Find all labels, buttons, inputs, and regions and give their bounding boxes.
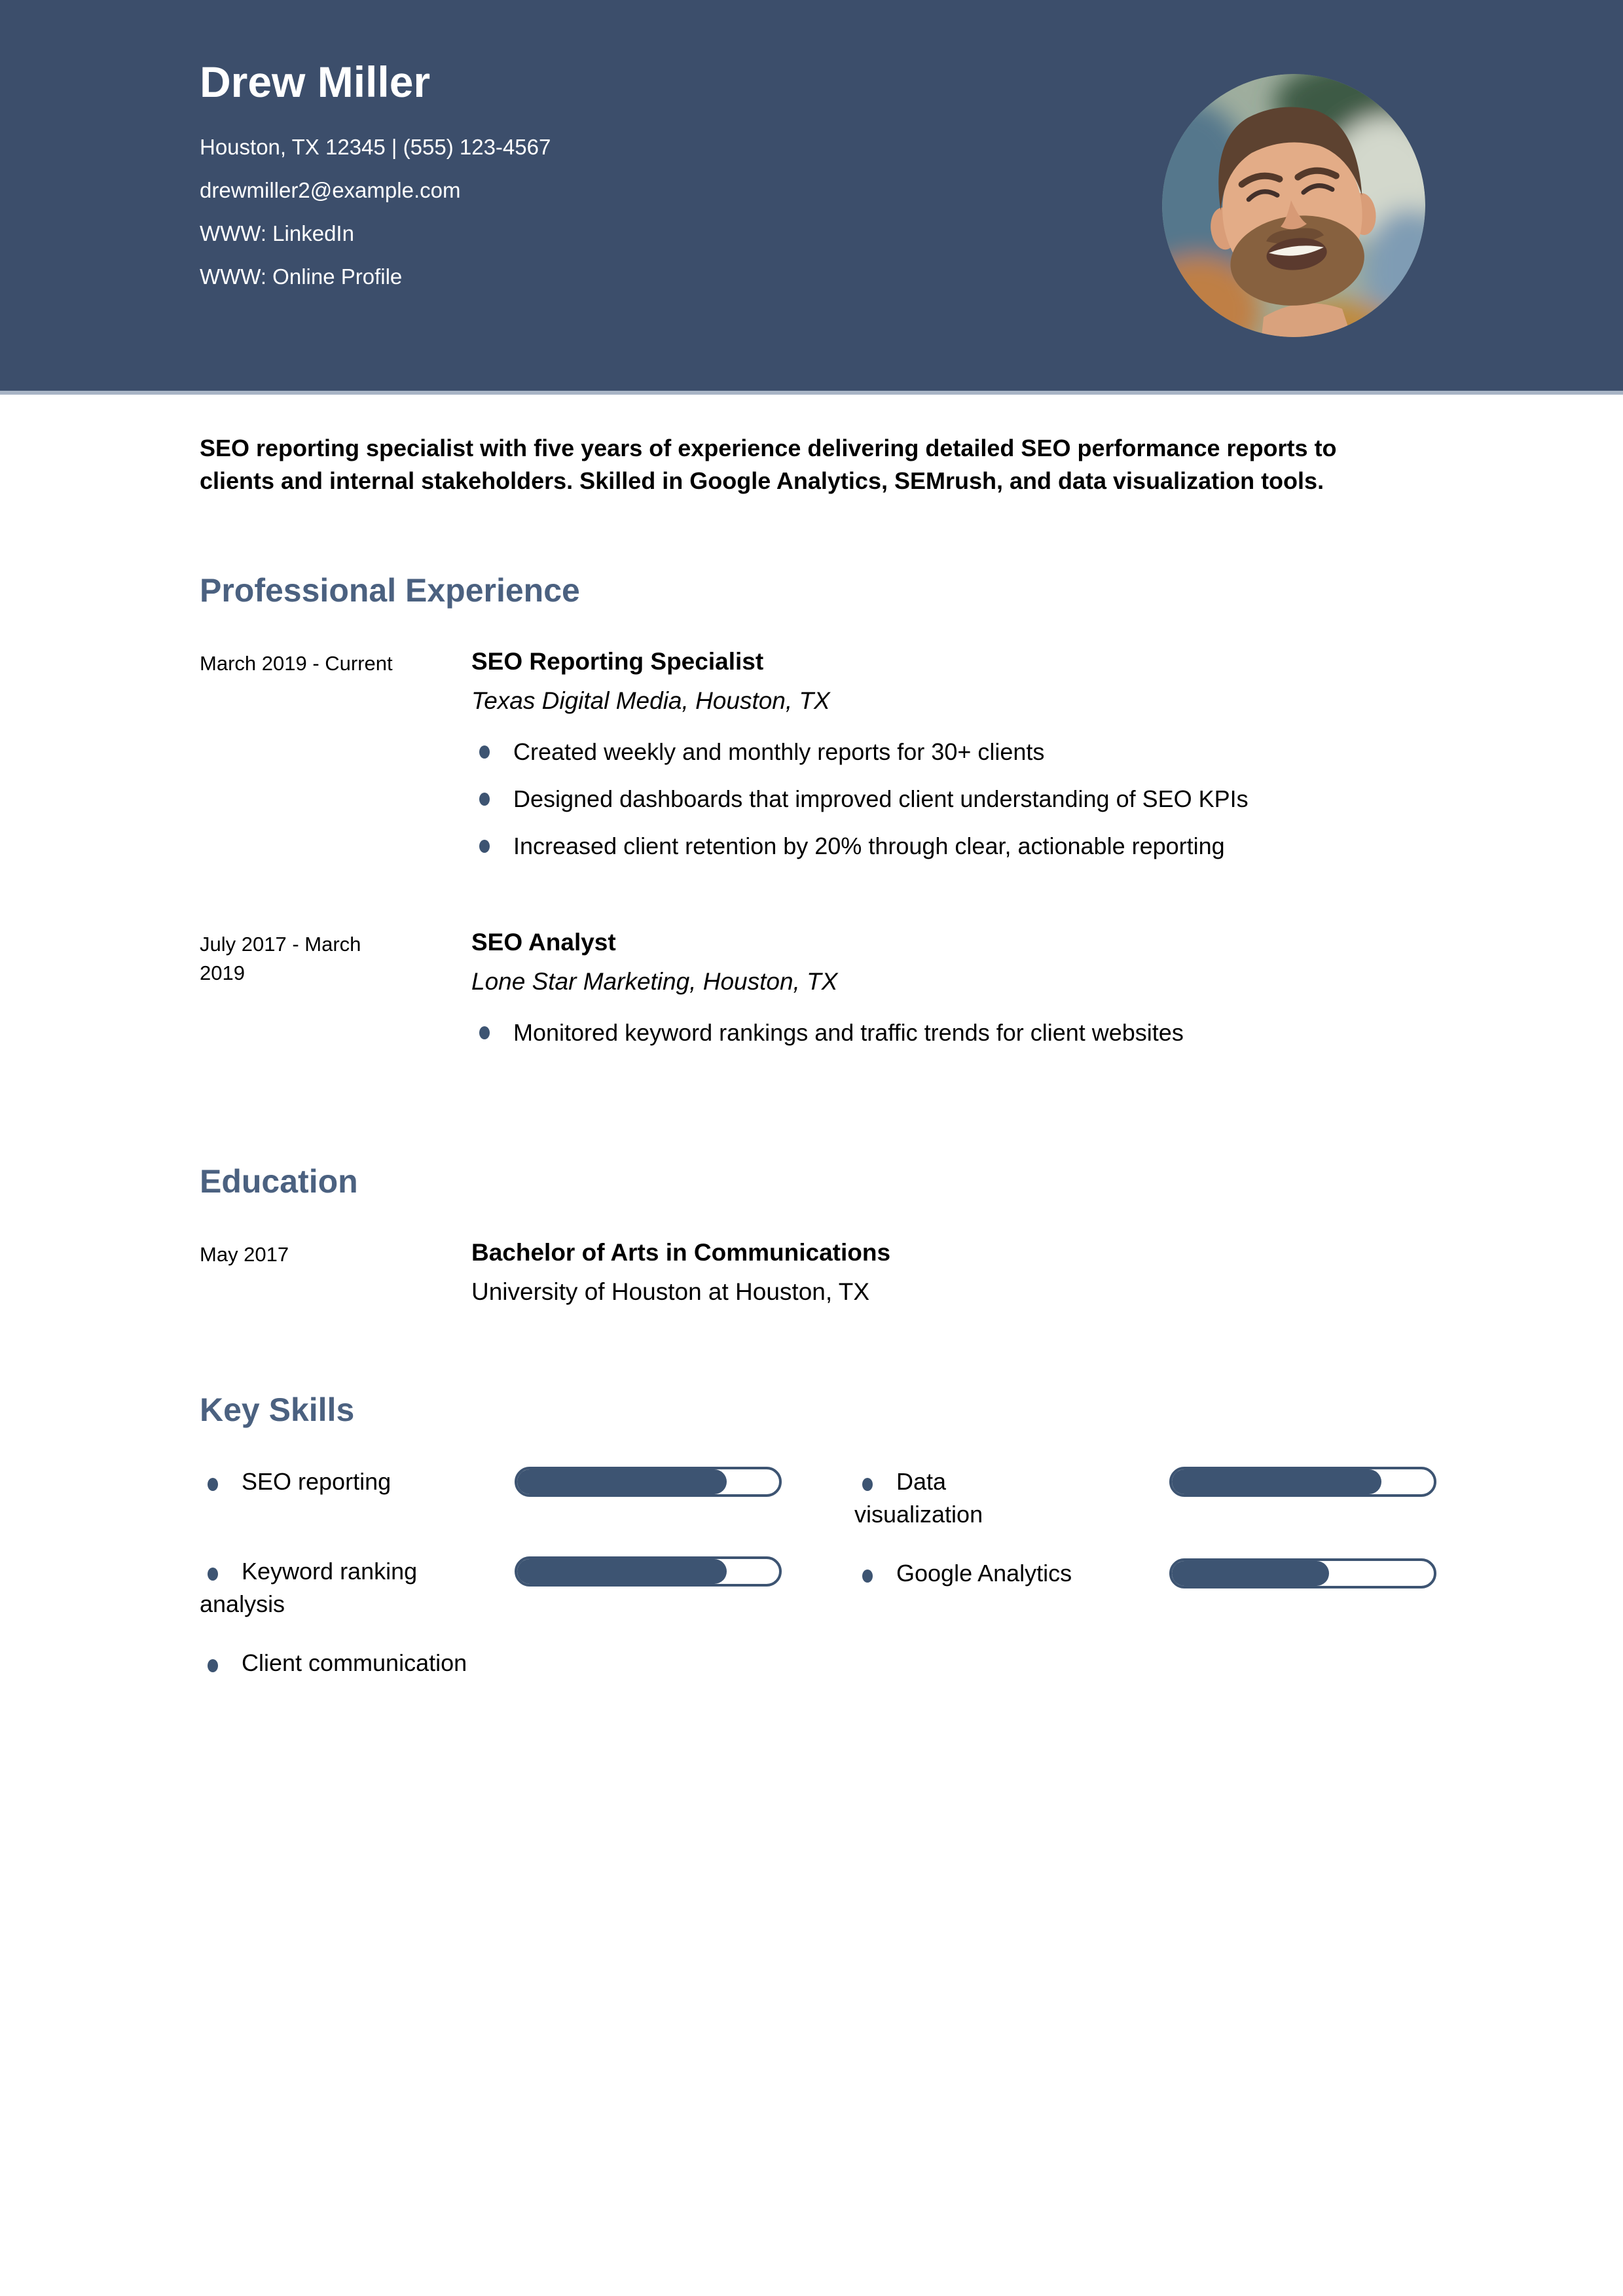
skill-label-text: Keyword ranking analysis bbox=[200, 1558, 418, 1617]
contact-block bbox=[200, 126, 551, 298]
skill-label-text: SEO reporting bbox=[242, 1468, 392, 1495]
skill-level-fill bbox=[517, 1559, 727, 1584]
summary-text: SEO reporting specialist with five years of experience delivering detailed SEO performance reports to clients and internal stakeholders. Skilled in Google Analytics, SEMrush, and data visualization tools. bbox=[200, 435, 1337, 494]
education-degree: Bachelor of Arts in Communications bbox=[471, 1239, 891, 1266]
section-heading-education: Education bbox=[200, 1163, 358, 1200]
skill-level-bar bbox=[1169, 1467, 1436, 1497]
job-bullet-item bbox=[471, 830, 1290, 863]
job-bullet-item bbox=[471, 1016, 1290, 1049]
job-bullet-text: Monitored keyword rankings and traffic trends for client websites bbox=[513, 1019, 1184, 1046]
job-details bbox=[471, 645, 1290, 877]
contact-email-link[interactable]: drewmiller2@example.com bbox=[200, 178, 461, 202]
skill-label bbox=[200, 1555, 422, 1621]
skills-column-right bbox=[854, 1465, 1437, 1736]
bullet-dot-icon bbox=[479, 1026, 490, 1039]
job-title: SEO Reporting Specialist bbox=[471, 648, 764, 675]
job-bullet-text: Created weekly and monthly reports for 30+ clients bbox=[513, 738, 1045, 765]
skill-item bbox=[200, 1647, 782, 1710]
skill-item bbox=[854, 1465, 1437, 1531]
contact-online-profile-link[interactable]: WWW: Online Profile bbox=[200, 264, 403, 289]
bullet-dot-icon bbox=[479, 745, 490, 759]
job-bullet-list bbox=[471, 736, 1290, 863]
skill-label bbox=[854, 1465, 1077, 1531]
skill-item bbox=[200, 1465, 782, 1529]
job-dates: July 2017 - March 2019 bbox=[200, 933, 361, 984]
job-company: Texas Digital Media, Houston, TX bbox=[471, 687, 830, 714]
job-dates: March 2019 - Current bbox=[200, 652, 393, 675]
section-heading-skills: Key Skills bbox=[200, 1391, 355, 1428]
profile-photo bbox=[1162, 74, 1425, 337]
bullet-dot-icon bbox=[208, 1659, 218, 1672]
bullet-dot-icon bbox=[862, 1478, 873, 1491]
resume-header bbox=[0, 0, 1623, 395]
bullet-dot-icon bbox=[862, 1570, 873, 1583]
job-bullet-item bbox=[471, 783, 1290, 816]
education-details bbox=[471, 1236, 1290, 1308]
header-text-block bbox=[200, 56, 551, 298]
job-title: SEO Analyst bbox=[471, 929, 616, 956]
section-heading-experience: Professional Experience bbox=[200, 572, 580, 609]
bullet-dot-icon bbox=[208, 1568, 218, 1581]
skill-level-fill bbox=[1172, 1561, 1329, 1586]
education-dates: May 2017 bbox=[200, 1243, 289, 1266]
job-bullet-text: Increased client retention by 20% through clear, actionable reporting bbox=[513, 833, 1225, 859]
skill-item bbox=[200, 1555, 782, 1621]
skill-level-bar bbox=[515, 1556, 782, 1587]
skill-level-fill bbox=[517, 1469, 727, 1494]
bullet-dot-icon bbox=[479, 793, 490, 806]
job-entry bbox=[200, 926, 1623, 1064]
skills-column-left bbox=[200, 1465, 782, 1736]
job-bullet-list bbox=[471, 1016, 1290, 1049]
contact-linkedin-link[interactable]: WWW: LinkedIn bbox=[200, 221, 354, 245]
education-school: University of Houston at Houston, TX bbox=[471, 1278, 870, 1305]
job-details bbox=[471, 926, 1290, 1064]
skill-label bbox=[200, 1465, 422, 1498]
skill-item bbox=[854, 1557, 1437, 1621]
job-bullet-text: Designed dashboards that improved client understanding of SEO KPIs bbox=[513, 785, 1249, 812]
bullet-dot-icon bbox=[208, 1478, 218, 1491]
skill-level-bar bbox=[1169, 1558, 1436, 1588]
bullet-dot-icon bbox=[479, 840, 490, 853]
skill-label-text: Google Analytics bbox=[896, 1560, 1072, 1587]
skills-columns bbox=[200, 1465, 1623, 1736]
skill-label bbox=[854, 1557, 1077, 1590]
contact-location-phone: Houston, TX 12345 | (555) 123-4567 bbox=[200, 135, 551, 159]
skill-level-fill bbox=[1172, 1469, 1381, 1494]
skill-level-bar bbox=[515, 1467, 782, 1497]
skill-label-text: Client communication bbox=[242, 1649, 467, 1676]
job-entry bbox=[200, 645, 1623, 877]
skill-label bbox=[200, 1647, 467, 1679]
job-company: Lone Star Marketing, Houston, TX bbox=[471, 968, 838, 995]
job-bullet-item bbox=[471, 736, 1290, 768]
name-heading: Drew Miller bbox=[200, 58, 431, 106]
skill-label-text: Data visualization bbox=[854, 1468, 983, 1528]
education-entry bbox=[200, 1236, 1623, 1308]
